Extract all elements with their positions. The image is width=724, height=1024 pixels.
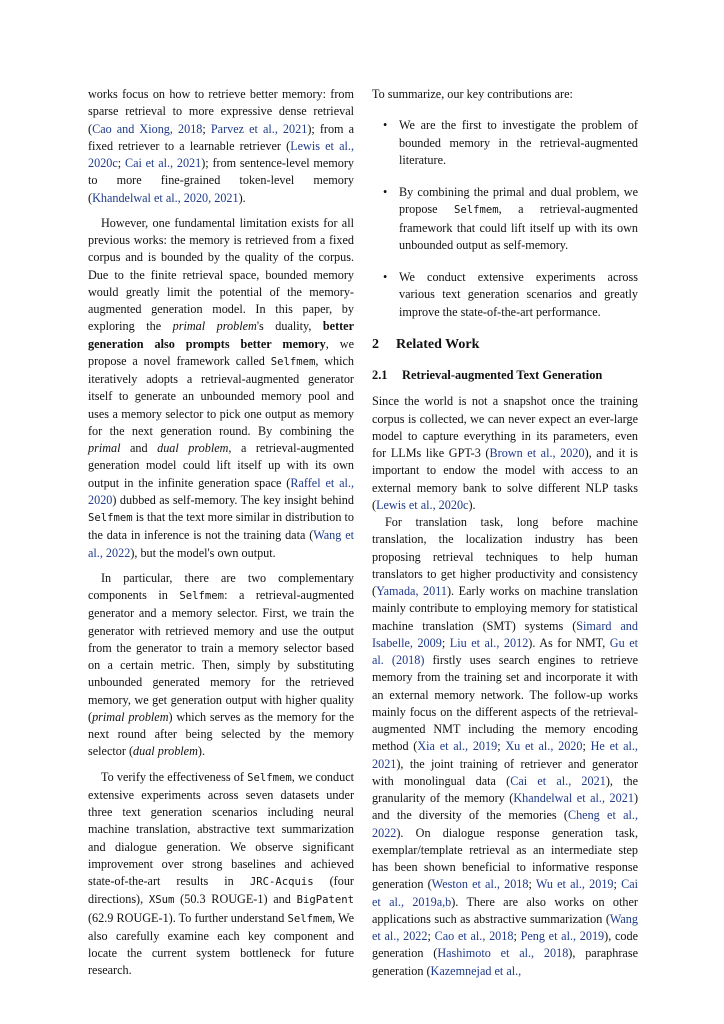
citation-link[interactable]: Brown et al., 2020	[489, 446, 585, 460]
paragraph-retrieval-augmented	[372, 393, 638, 514]
section-heading	[372, 336, 638, 353]
text: ); from a fixed retriever to a learnable retriever (	[88, 121, 355, 153]
text: ) and the diversity of the memories (	[372, 791, 638, 823]
citation-link[interactable]: Kazemnejad et al.,	[430, 963, 522, 978]
text: is that the text more similar in distribution to the data in inference is not the training data (	[88, 510, 354, 543]
contributions-intro: To summarize, our key contributions are:	[372, 87, 573, 101]
text: ), code generation (	[372, 929, 638, 961]
text: ;	[613, 877, 622, 892]
citation-link[interactable]: Hashimoto et al., 2018	[437, 946, 569, 961]
left-column	[88, 86, 354, 980]
paragraph-memory-retrieval	[88, 86, 354, 207]
text: 's duality,	[256, 319, 323, 334]
text: ), the joint training of retriever and generator with monolingual data (	[372, 756, 638, 788]
text: ). Early works on machine translation mainly contribute to employing memory for statistical machine translation (SMT) systems (	[372, 584, 638, 633]
section-number: 2	[372, 336, 379, 352]
text: ). As for NMT,	[528, 635, 610, 650]
code-term: BigPatent	[296, 894, 354, 907]
citation-link[interactable]: Khandelwal et al., 2021	[513, 791, 634, 805]
text: ), paraphrase generation (	[372, 946, 638, 978]
text: ).	[468, 497, 476, 512]
text: : a retrieval-augmented generator and a memory selector. First, we train the generator with retrieved memory and use the output from the generator to train a memory selector based on a certain metric. Then, simply by substituting unbounded generated memory for the retrieved memory, we get generation output with higher quality (	[88, 588, 354, 724]
paragraph-limitation	[88, 215, 354, 562]
emphasis: dual problem	[133, 744, 198, 759]
code-term: Selfmem	[287, 912, 333, 925]
text: firstly uses search engines to retrieve memory from the training set and incorporate it with an external memory network. The follow-up works mainly focus on the different aspects of the retrieval-augmented NMT including the memory encoding method (	[372, 653, 638, 754]
subsection-title: Retrieval-augmented Text Generation	[402, 368, 603, 382]
emphasis: primal problem	[92, 709, 169, 724]
subsection-number: 2.1	[372, 368, 388, 382]
citation-link[interactable]: Xu et al., 2020	[505, 739, 583, 754]
text: works focus on how to retrieve better memory: from sparse retrieval to more expressive dense retrieval (	[88, 87, 354, 136]
citation-link[interactable]: Wang et al., 2022	[88, 528, 354, 560]
citation-link[interactable]: Cao et al., 2018	[434, 929, 514, 943]
text: ;	[441, 635, 450, 650]
emphasis: primal	[88, 441, 121, 455]
text: (62.9 ROUGE-1). To further understand	[88, 910, 288, 925]
citation-link[interactable]: Cai et al., 2021	[510, 773, 606, 788]
text: By combining the primal and dual problem, we propose	[399, 185, 638, 217]
text: ), and it is important to endow the model with access to an external memory bank to solve different NLP tasks (	[372, 446, 638, 512]
paragraph-components	[88, 570, 354, 761]
citation-link[interactable]: He et al., 2021	[372, 739, 638, 771]
contribution-item	[372, 269, 638, 321]
text: ;	[202, 121, 211, 136]
text: , We also carefully examine each key component and locate the current system bottleneck for future research.	[88, 910, 354, 978]
paragraph-experiments	[88, 769, 354, 980]
text: ;	[497, 739, 506, 754]
text: ). There are also works on other applications such as abstractive summarization (	[372, 894, 638, 926]
contribution-item	[372, 117, 638, 169]
text: ).	[238, 190, 246, 205]
text: (50.3 ROUGE-1) and	[174, 892, 297, 907]
text: , a retrieval-augmented generation model could lift itself up with its own output in the infinite generation space (	[88, 441, 354, 490]
text: ) which serves as the memory for the next round after being selected by the memory selector (	[88, 709, 354, 759]
citation-link[interactable]: Lewis et al., 2020c	[376, 497, 469, 512]
text: , we propose a novel framework called	[88, 336, 354, 368]
code-term: Selfmem	[179, 590, 225, 602]
text: and	[120, 441, 158, 455]
citation-link[interactable]: Liu et al., 2012	[449, 635, 529, 650]
citation-link[interactable]: Peng et al., 2019	[520, 929, 605, 943]
text: Since the world is not a snapshot once the training corpus is collected, we can never expect an ever-large model to capture everything in its parameters, even for LLMs like GPT-3 (	[372, 394, 638, 460]
text: ). On dialogue response generation task, exemplar/template retrieval as an intermediate step has been shown beneficial to informative response generation (	[372, 825, 638, 892]
contributions-list	[372, 117, 638, 321]
citation-link[interactable]: Cheng et al., 2022	[372, 808, 638, 840]
text: However, one fundamental limitation exists for all previous works: the memory is retrieved from a fixed corpus and is bounded by the quality of the corpus. Due to the finite retrieval space, bounded memory would greatly limit the potential of the memory-augmented generation model. In this paper, by exploring the	[88, 215, 354, 334]
text: ;	[117, 156, 125, 170]
citation-link[interactable]: Simard and Isabelle, 2009	[372, 618, 638, 650]
paragraph-translation	[372, 514, 638, 980]
text: , which iteratively adopts a retrieval-augmented generator itself to generate an unbounded memory pool and uses a memory selector to pick one output as memory for the next generation round. By combining the	[88, 353, 354, 438]
citation-link[interactable]: Cao and Xiong, 2018	[92, 121, 203, 136]
code-term: XSum	[148, 894, 175, 907]
text: ), the granularity of the memory (	[372, 773, 639, 805]
text: In particular, there are two complementary components in	[88, 570, 354, 602]
citation-link[interactable]: Khandelwal et al., 2020, 2021	[92, 190, 239, 205]
bold-claim: better generation also prompts better memory	[88, 319, 354, 351]
contribution-item	[372, 184, 638, 254]
text: ;	[528, 877, 536, 892]
text: ;	[513, 929, 521, 943]
text: , we conduct extensive experiments across seven datasets under three text generation scenarios including neural machine translation, abstractive text summarization and dialogue generation. We observe significant improvement over strong baselines and achieved state-of-the-art results in	[88, 769, 355, 888]
code-term: Selfmem	[270, 355, 316, 368]
text: We conduct extensive experiments across various text generation scenarios and greatly improve the state-of-the-art performance.	[399, 270, 638, 319]
right-column	[372, 86, 638, 980]
citation-link[interactable]: Raffel et al., 2020	[88, 475, 354, 507]
citation-link[interactable]: Wu et al., 2019	[535, 877, 614, 892]
text: To verify the effectiveness of	[101, 769, 248, 784]
citation-link[interactable]: Cai et al., 2019a,b	[372, 877, 639, 909]
section-title: Related Work	[396, 336, 480, 352]
emphasis: dual problem	[157, 441, 229, 455]
code-term: Selfmem	[453, 204, 499, 217]
text: ) dubbed as self-memory. The key insight behind	[112, 492, 354, 507]
citation-link[interactable]: Parvez et al., 2021	[210, 121, 308, 136]
text: ;	[427, 929, 435, 943]
text: For translation task, long before machine translation, the localization industry has been proposing retrieval techniques to help human translators to get higher productivity and consistency (	[372, 515, 638, 598]
citation-link[interactable]: Yamada, 2011	[376, 584, 447, 598]
text: ); from sentence-level memory to more fine-grained token-level memory (	[88, 156, 355, 205]
text: ).	[197, 744, 206, 759]
text: We are the first to investigate the problem of bounded memory in the retrieval-augmented literature.	[399, 118, 638, 167]
emphasis: primal problem	[172, 319, 257, 334]
citation-link[interactable]: Xia et al., 2019	[417, 739, 498, 754]
citation-link[interactable]: Cai et al., 2021	[124, 156, 202, 170]
citation-link[interactable]: Lewis et al., 2020c	[88, 138, 354, 170]
text: ), but the model's own output.	[130, 545, 276, 560]
citation-link[interactable]: Gu et al. (2018)	[372, 635, 638, 667]
citation-link[interactable]: Weston et al., 2018	[431, 877, 529, 892]
text: , a retrieval-augmented framework that could lift itself up with its own unbounded output as self-memory.	[399, 202, 638, 252]
code-term: JRC-Acquis	[249, 876, 314, 888]
citation-link[interactable]: Wang et al., 2022	[372, 911, 638, 943]
code-term: Selfmem	[247, 771, 292, 784]
text: (four directions),	[88, 874, 354, 907]
code-term: Selfmem	[88, 512, 133, 524]
subsection-heading	[372, 367, 638, 384]
text: ;	[582, 739, 591, 754]
